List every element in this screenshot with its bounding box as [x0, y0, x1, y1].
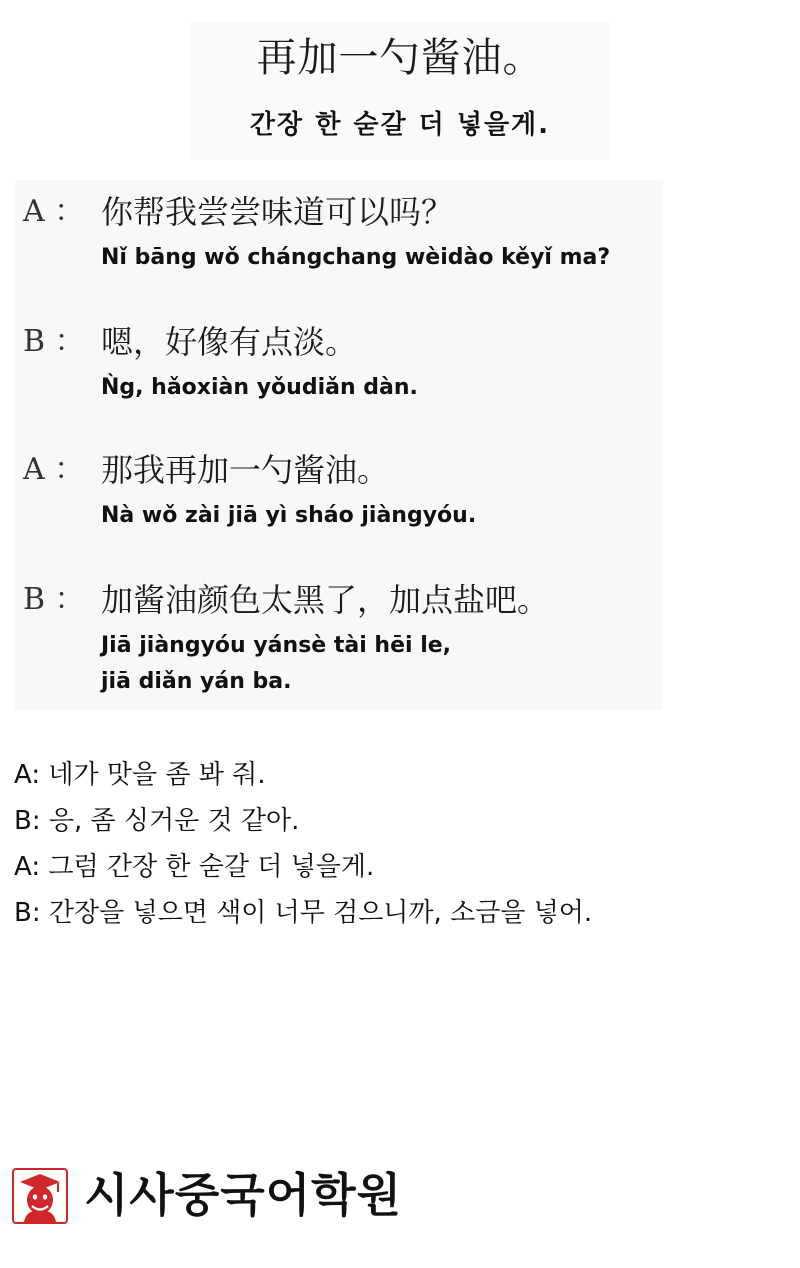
translation-line: B: 간장을 넣으면 색이 너무 검으니까, 소금을 넣어.	[14, 898, 593, 928]
chinese-sentence: 加酱油颜色太黑了，加点盐吧。	[101, 581, 550, 619]
pinyin-line: Ǹg, hǎoxiàn yǒudiǎn dàn.	[101, 375, 418, 400]
pinyin-line: Jiā jiàngyóu yánsè tài hēi le,	[101, 633, 452, 658]
translation-line: A: 그럼 간장 한 숟갈 더 넣을게.	[14, 852, 375, 882]
title-block	[190, 22, 610, 160]
title-chinese: 再加一勺酱油。	[256, 35, 544, 81]
translation-line: A: 네가 맛을 좀 봐 줘.	[14, 760, 266, 790]
pinyin-line-continued: jiā diǎn yán ba.	[101, 669, 292, 694]
speaker-label: B ：	[23, 324, 85, 359]
sisa-mascot-logo-icon	[12, 1168, 68, 1224]
speaker-label: A ：	[23, 194, 85, 229]
chinese-sentence: 嗯，好像有点淡。	[101, 323, 358, 361]
speaker-label: A ：	[23, 452, 85, 487]
chinese-sentence: 你帮我尝尝味道可以吗？	[101, 193, 454, 231]
korean-translations	[14, 752, 784, 936]
pinyin-line: Nà wǒ zài jiā yì sháo jiàngyóu.	[101, 503, 477, 528]
title-korean: 간장 한 숟갈 더 넣을게.	[249, 110, 551, 140]
speaker-label: B ：	[23, 582, 85, 617]
chinese-sentence: 那我再加一勺酱油。	[101, 451, 390, 489]
pinyin-line: Nǐ bāng wǒ chángchang wèidào kěyǐ ma?	[101, 245, 611, 270]
translation-line: B: 응, 좀 싱거운 것 같아.	[14, 806, 300, 836]
brand-footer	[12, 1164, 432, 1226]
brand-name: 시사중국어학원	[84, 1168, 403, 1222]
dialog-block	[15, 180, 663, 710]
